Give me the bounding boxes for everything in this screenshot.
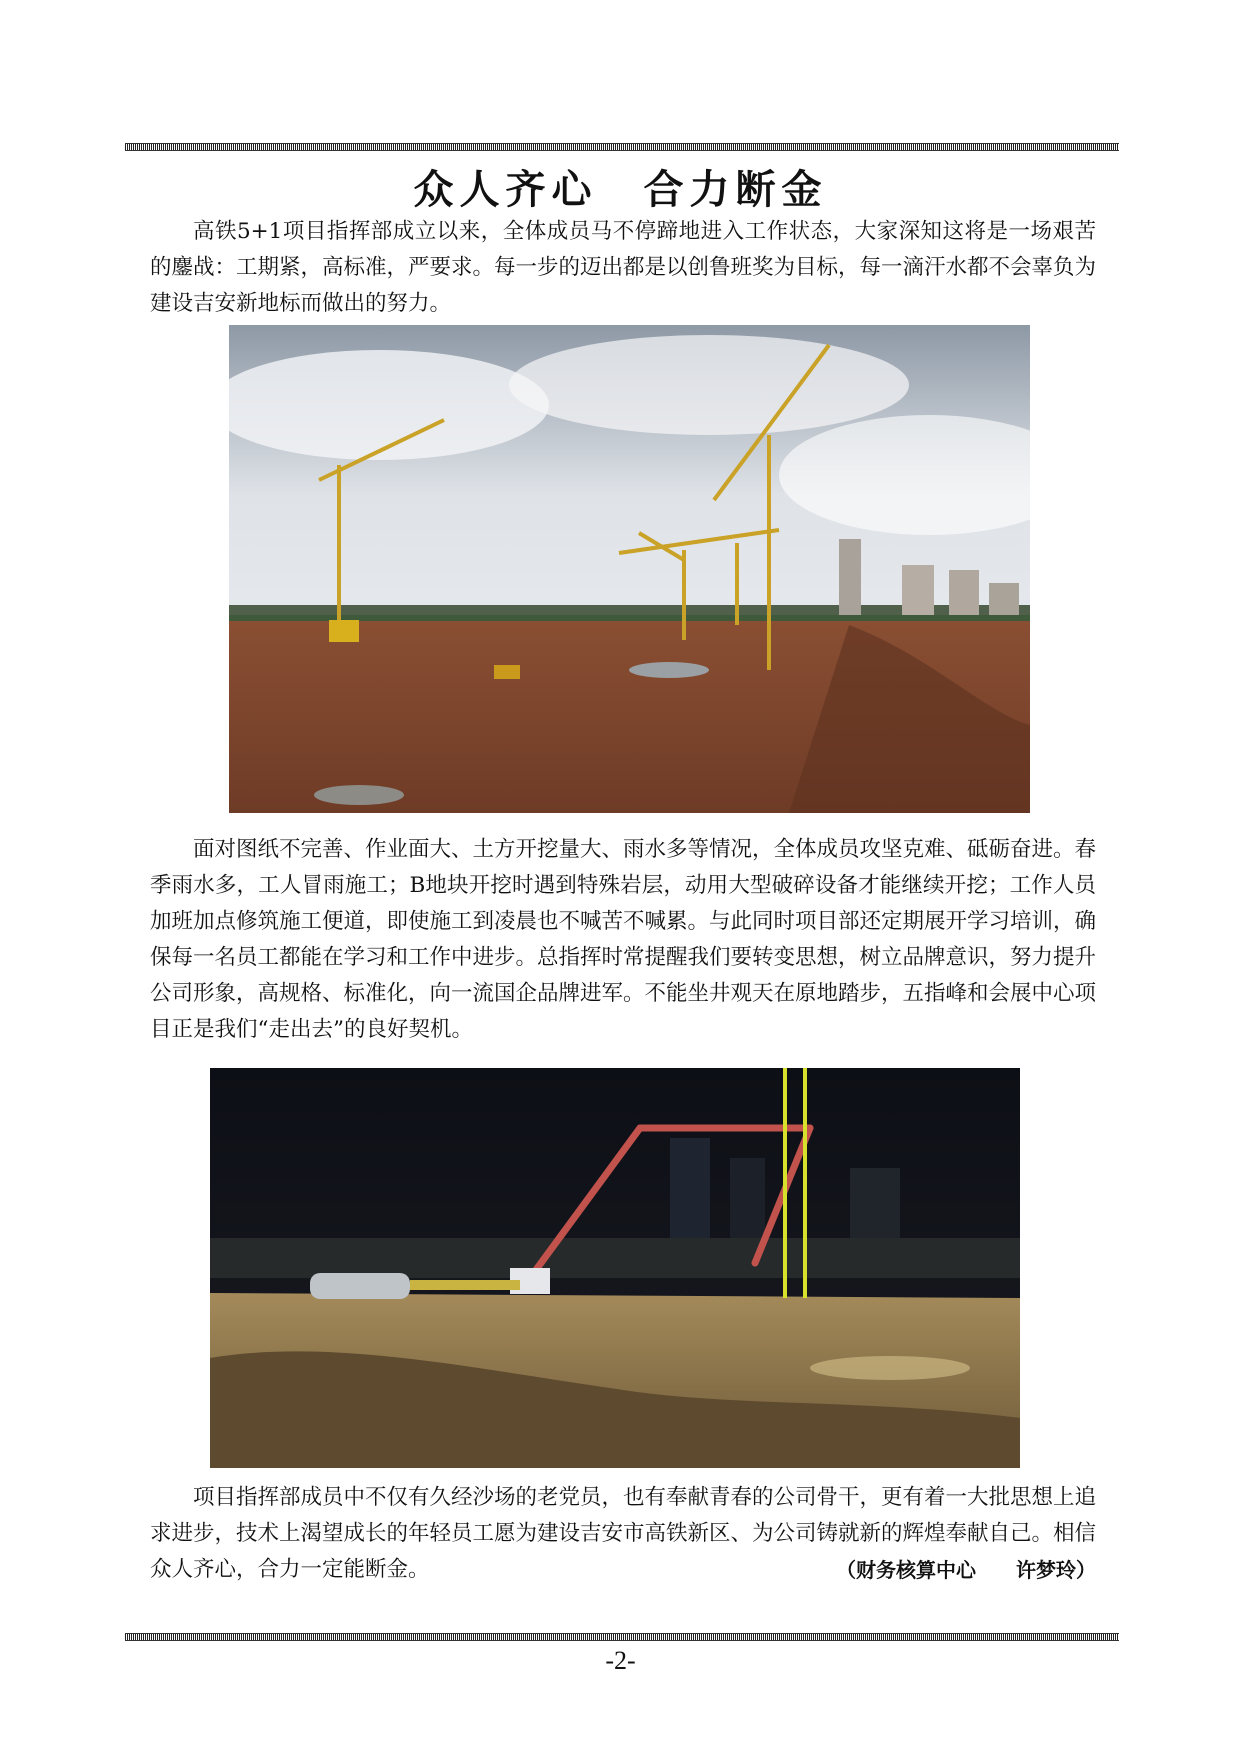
paragraph-3 [150, 1480, 1096, 1588]
paragraph-2: 面对图纸不完善、作业面大、土方开挖量大、雨水多等情况，全体成员攻坚克难、砥砺奋进。春季雨水多，工人冒雨施工；B地块开挖时遇到特殊岩层，动用大型破碎设备才能继续开挖；工作人员加班加点修筑施工便道，即使施工到凌晨也不喊苦不喊累。与此同时项目部还定期展开学习培训，确保每一名员工都能在学习和工作中进步。总指挥时常提醒我们要转变思想，树立品牌意识，努力提升公司形象，高规格、标准化，向一流国企品牌进军。不能坐井观天在原地踏步，五指峰和会展中心项目正是我们“走出去”的良好契机。 [150, 837, 1097, 1042]
construction-site-day-photo [229, 325, 1030, 813]
author-signature: （财务核算中心 许梦玲） [836, 1558, 1096, 1582]
paragraph-3-text: 项目指挥部成员中不仅有久经沙场的老党员，也有奉献青春的公司骨干，更有着一大批思想上追求进步，技术上渴望成长的年轻员工愿为建设吉安市高铁新区、为公司铸就新的辉煌奉献自己。相信众人齐心，合力一定能断金。 [150, 1485, 1097, 1582]
page-number: -2- [605, 1646, 636, 1675]
construction-site-night-image [210, 1068, 1020, 1468]
construction-site-day-image [229, 325, 1030, 813]
paragraph-1: 高铁5+1项目指挥部成立以来，全体成员马不停蹄地进入工作状态，大家深知这将是一场艰苦的鏖战：工期紧，高标准，严要求。每一步的迈出都是以创鲁班奖为目标，每一滴汗水都不会辜负为建设吉安新地标而做出的努力。 [150, 219, 1097, 316]
header-rule [125, 143, 1119, 151]
footer-rule [125, 1633, 1119, 1641]
article-title: 众人齐心 合力断金 [413, 166, 828, 213]
construction-site-night-photo [210, 1068, 1020, 1468]
